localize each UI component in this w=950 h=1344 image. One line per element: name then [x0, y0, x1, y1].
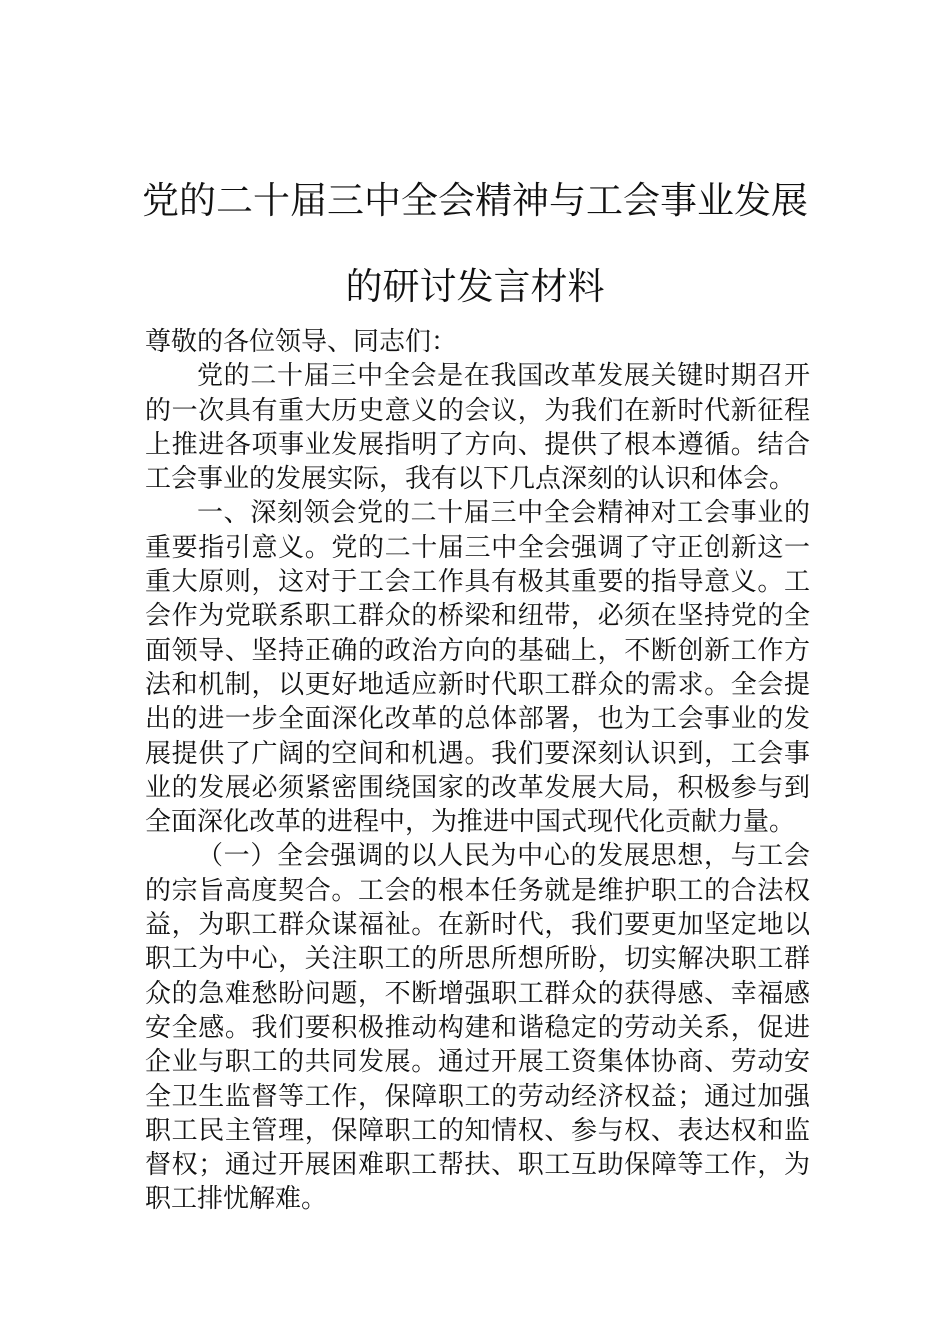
paragraph-section-1: 一、深刻领会党的二十届三中全会精神对工会事业的重要指引意义。党的二十届三中全会强调了守正创新这一重大原则，这对于工会工作具有极其重要的指导意义。工会作为党联系职工群众的桥梁和纽带，必须在坚持党的全面领导、坚持正确的政治方向的基础上，不断创新工作方法和机制，以更好地适应新时代职工群众的需求。全会提出的进一步全面深化改革的总体部署，也为工会事业的发展提供了广阔的空间和机遇。我们要深刻认识到，工会事业的发展必须紧密围绕国家的改革发展大局，积极参与到全面深化改革的进程中，为推进中国式现代化贡献力量。	[145, 498, 810, 838]
paragraph-subsection-1: （一）全会强调的以人民为中心的发展思想，与工会的宗旨高度契合。工会的根本任务就是维护职工的合法权益，为职工群众谋福祉。在新时代，我们要更加坚定地以职工为中心，关注职工的所思所想所盼，切实解决职工群众的急难愁盼问题，不断增强职工群众的获得感、幸福感安全感。我们要积极推动构建和谐稳定的劳动关系，促进企业与职工的共同发展。通过开展工资集体协商、劳动安全卫生监督等工作，保障职工的劳动经济权益；通过加强职工民主管理，保障职工的知情权、参与权、表达权和监督权；通过开展困难职工帮扶、职工互助保障等工作，为职工排忧解难。	[145, 841, 810, 1215]
document-body	[145, 325, 810, 1217]
paragraph-intro: 党的二十届三中全会是在我国改革发展关键时期召开的一次具有重大历史意义的会议，为我们在新时代新征程上推进各项事业发展指明了方向、提供了根本遵循。结合工会事业的发展实际，我有以下几点深刻的认识和体会。	[145, 361, 810, 495]
document-title	[0, 158, 950, 330]
salutation: 尊敬的各位领导、同志们：	[145, 327, 458, 357]
title-line-1: 党的二十届三中全会精神与工会事业发展	[142, 179, 808, 222]
title-line-2: 的研讨发言材料	[345, 265, 605, 308]
